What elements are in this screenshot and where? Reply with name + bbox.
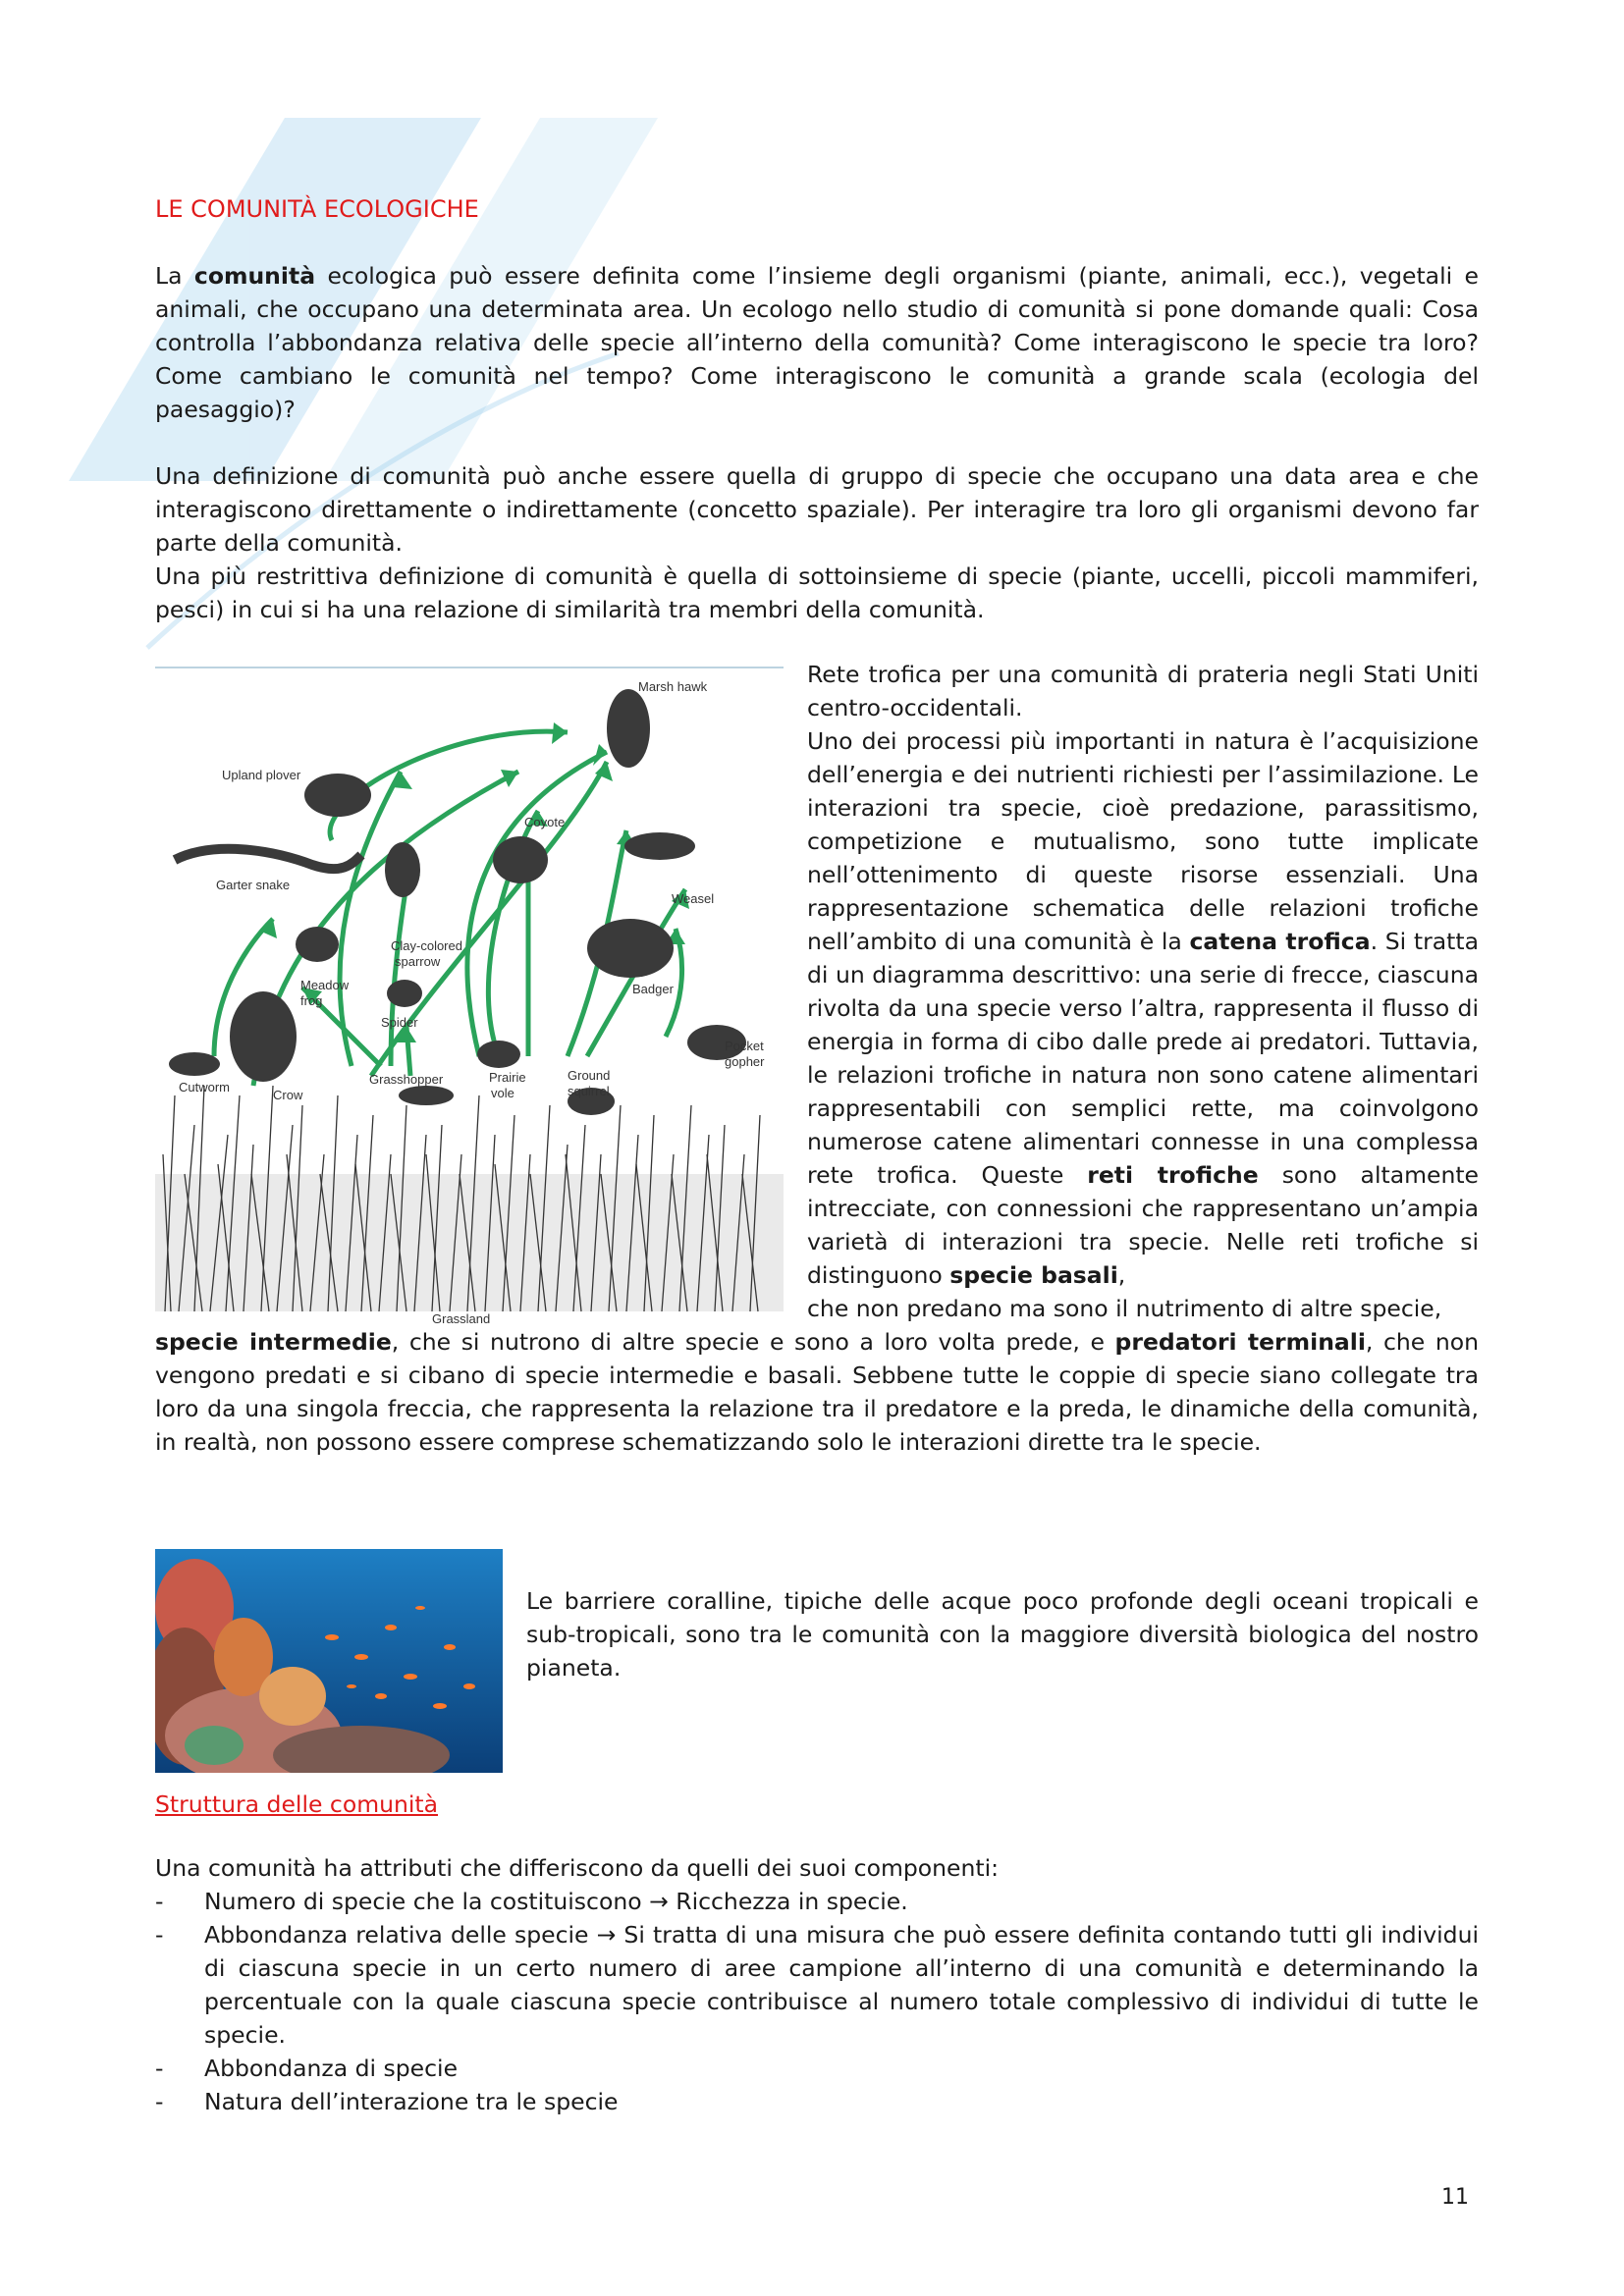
label-frog: frog [300,993,323,1008]
badger-shape [587,919,674,978]
list-dash: - [155,1921,164,1949]
label-squirrel: squirrel [568,1084,610,1098]
list-item [155,1918,1479,2052]
label-marsh-hawk: Marsh hawk [638,679,708,694]
bold-term: specie intermedie [155,1328,392,1356]
vole-shape [477,1041,520,1068]
cutworm-shape [169,1052,220,1076]
bold-term: catena trofica [1189,928,1371,955]
bold-term: reti trofiche [1087,1161,1259,1189]
hawk-shape [607,689,650,768]
label-clay-colored: Clay-colored [391,938,462,953]
figure-caption: Rete trofica per una comunità di prateria negli Stati Uniti centro-occidentali. [807,661,1479,721]
bold-term: predatori terminali [1114,1328,1366,1356]
label-spider: Spider [381,1015,418,1030]
paragraph-trophic [155,1325,1479,1459]
label-crow: Crow [273,1088,303,1102]
list-item [155,1885,1479,1918]
plover-shape [304,774,371,817]
list-item-text: Numero di specie che la costituiscono → Ricchezza in specie. [204,1888,908,1915]
list-dash: - [155,2088,164,2115]
label-cutworm: Cutworm [179,1080,231,1095]
grasshopper-shape [399,1086,454,1105]
paragraph-attributes: Una comunità ha attributi che differiscono da quelli dei suoi componenti: [155,1854,1000,1882]
label-weasel: Weasel [672,891,715,906]
animal-silhouettes [169,689,746,1115]
label-coyote: Coyote [524,815,566,829]
label-pocket: Pocket [725,1039,764,1053]
bold-term: specie basali [949,1261,1118,1289]
label-gopher: gopher [725,1054,765,1069]
list-item-text: Abbondanza relativa delle specie → Si tratta di una misura che può essere definita contando tutti gli individui di ciascuna specie in un certo numero di aree campione all’interno di una comunità e determinando la percentuale con la quale ciascuna specie contribuisce al numero totale complessivo di individui di tutte le specie. [204,1921,1479,2049]
list-item-text: Abbondanza di specie [204,2055,459,2082]
list-item [155,2052,1479,2085]
list-item [155,2085,1479,2118]
text-run: , che non vengono predati e si cibano di specie intermedie e basali. Sebbene tutte le coppie di specie siano collegate tra loro da una singola freccia, che rappresenta la relazione tra il predatore e la preda, le dinamiche della comunità, in realtà, non possono essere comprese schematizzando solo le interazioni dirette tra le specie. [155,1328,1479,1456]
list-dash: - [155,2055,164,2082]
subsection-title: Struttura delle comunità [155,1790,439,1818]
text-run: Uno dei processi più importanti in natura è l’acquisizione dell’energia e dei nutrienti richiesti per l’assimilazione. Le interazioni tra specie, cioè predazione, parassitismo, competizione e mutualismo, sono tutte implicate nell’ottenimento di queste risorse essenziali. Una rappresentazione schematica delle relazioni trofiche nell’ambito di una comunità è la [807,727,1479,955]
label-sparrow: sparrow [395,954,441,969]
frog-shape [296,927,339,962]
grass-shade [155,1174,784,1311]
label-ground: Ground [568,1068,611,1083]
food-web-figure [155,664,784,1331]
text-run: . Si tratta di un diagramma descrittivo: una serie di frecce, ciascuna rivolta da una specie verso l’altra, rappresenta il flusso di energia in forma di cibo dalle prede ai predatori. Tuttavia, le relazioni trofiche in natura non sono catene alimentari rappresentabili con semplici rette, ma coinvolgono numerose catene alimentari connesse in una complessa rete trofica. Queste [807,928,1479,1189]
paragraph-definition: Una definizione di comunità può anche essere quella di gruppo di specie che occupano una data area e che interagiscono direttamente o indirettamente (concetto spaziale). Per interagire tra loro gli organismi devono far parte della comunità. [155,462,1479,557]
list-item-text: Natura dell’interazione tra le specie [204,2088,619,2115]
label-grasshopper: Grasshopper [369,1072,444,1087]
snake-shape [175,849,361,869]
paragraph-intro [155,259,1479,426]
paragraph-restrictive: Una più restrittiva definizione di comunità è quella di sottoinsieme di specie (piante, uccelli, piccoli mammiferi, pesci) in cui si ha una relazione di similarità tra membri della comunità. [155,562,1479,623]
label-garter-snake: Garter snake [216,878,291,892]
text-run: , [1117,1261,1126,1289]
weasel-shape [624,832,695,860]
text-run: La [155,262,194,290]
label-badger: Badger [632,982,674,996]
label-prairie: Prairie [489,1070,526,1085]
coral-caption: Le barriere coralline, tipiche delle acque poco profonde degli oceani tropicali e sub-tropicali, sono tra le comunità con la maggiore diversità biologica del nostro pianeta. [526,1587,1479,1682]
label-vole: vole [491,1086,514,1100]
crow-shape [230,991,297,1082]
label-grassland: Grassland [432,1311,491,1326]
page-number: 11 [1441,2185,1469,2210]
figure-caption-text [807,658,1479,1325]
bold-term: comunità [193,262,316,290]
food-web-svg [155,664,784,1331]
coyote-shape [493,836,548,883]
text-run: ecologica può essere definita come l’insieme degli organismi (piante, animali, ecc.), vegetali e animali, che occupano una determinata area. Un ecologo nello studio di comunità si pone domande quali: Cosa controlla l’abbondanza relativa delle specie all’interno della comunità? Come interagiscono le specie tra loro? Come cambiano le comunità nel tempo? Come interagiscono le comunità a grande scala (ecologia del paesaggio)? [155,262,1479,423]
coral-reef-image [155,1549,503,1773]
label-meadow: Meadow [300,978,350,992]
spider-shape [387,980,422,1007]
text-run: sono altamente intrecciate, con connessioni che rappresentano un’ampia varietà di interazioni tra specie. Nelle reti trofiche si distinguono [807,1161,1480,1289]
sparrow-shape [385,842,420,897]
list-dash: - [155,1888,164,1915]
section-title: LE COMUNITÀ ECOLOGICHE [155,195,479,223]
text-run: , che si nutrono di altre specie e sono a loro volta prede, e [391,1328,1115,1356]
attributes-list [155,1885,1479,2118]
label-upland-plover: Upland plover [222,768,301,782]
text-run: che non predano ma sono il nutrimento di altre specie, [807,1295,1442,1322]
